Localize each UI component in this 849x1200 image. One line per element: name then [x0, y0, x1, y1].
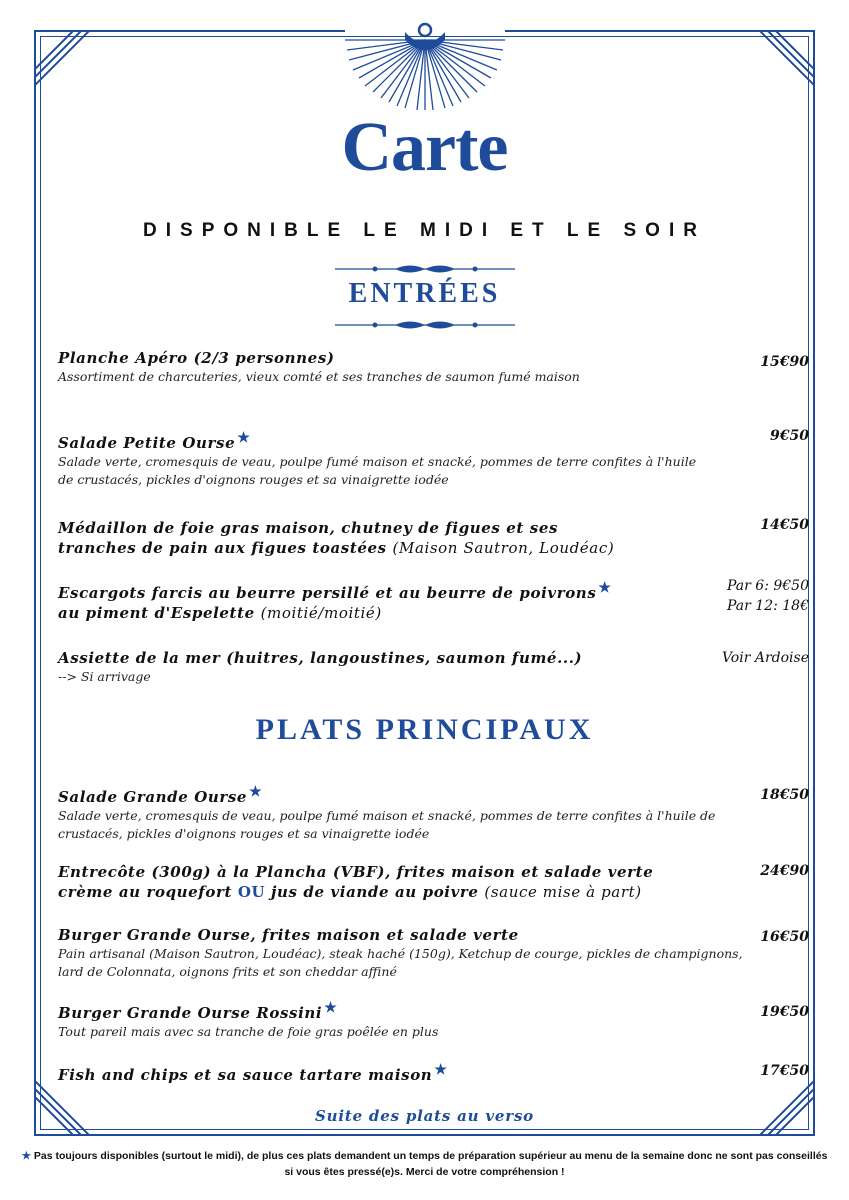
item-price: 19€50: [760, 1004, 809, 1020]
item-price: 17€50: [760, 1063, 809, 1079]
item-name: Salade Grande Ourse: [58, 788, 248, 806]
menu-item-escargots: [58, 578, 698, 623]
menu-item-salade-grande-ourse: [58, 782, 738, 843]
star-icon: ★: [324, 1000, 338, 1016]
corner-ornament-top-right: [759, 30, 815, 86]
item-name: Burger Grande Ourse, frites maison et salade verte: [58, 926, 519, 944]
item-name-line2: tranches de pain aux figues toastées: [58, 539, 387, 557]
availability-subtitle: DISPONIBLE LE MIDI ET LE SOIR: [143, 220, 706, 241]
menu-item-assiette-mer: [58, 648, 698, 686]
star-icon: ★: [237, 430, 251, 446]
menu-item-entrecote: [58, 862, 748, 902]
item-name: Médaillon de foie gras maison, chutney de figues et ses: [58, 519, 559, 537]
item-name-or: OU: [237, 883, 266, 901]
corner-ornament-top-left: [34, 30, 90, 86]
divider-ornament-top: [325, 262, 525, 276]
item-name: Planche Apéro (2/3 personnes): [58, 349, 335, 367]
item-name: Fish and chips et sa sauce tartare maison: [58, 1066, 433, 1084]
menu-item-burger-grande-ourse: [58, 925, 748, 981]
star-icon: ★: [249, 784, 263, 800]
item-desc: Assortiment de charcuteries, vieux comté et ses tranches de saumon fumé maison: [58, 369, 580, 384]
disclaimer: [18, 1148, 831, 1180]
item-price: 15€90: [760, 354, 809, 370]
item-name-suffix: (Maison Sautron, Loudéac): [392, 539, 615, 557]
item-name-line2: au piment d'Espelette: [58, 604, 255, 622]
item-price: 16€50: [760, 929, 809, 945]
menu-item-fish-and-chips: [58, 1060, 738, 1085]
menu-item-planche-apero: [58, 348, 698, 386]
item-desc: Salade verte, cromesquis de veau, poulpe fumé maison et snacké, pommes de terre confites à l'huile de crustacés, pickles d'oignons rouges et sa vinaigrette iodée: [58, 454, 697, 487]
menu-item-burger-rossini: [58, 998, 738, 1041]
item-price: Voir Ardoise: [721, 650, 809, 666]
item-desc: Salade verte, cromesquis de veau, poulpe fumé maison et snacké, pommes de terre confites à l'huile de crustacés, pickles d'oignons rouges et sa vinaigrette iodée: [58, 808, 716, 841]
section-title-entrees: ENTRÉES: [348, 278, 501, 309]
item-price: 14€50: [760, 517, 809, 533]
divider-ornament-bottom: [325, 318, 525, 332]
item-price-6: Par 6: 9€50: [727, 578, 809, 594]
item-desc: Tout pareil mais avec sa tranche de foie gras poêlée en plus: [58, 1024, 439, 1039]
item-price: 24€90: [760, 863, 809, 879]
item-price-12: Par 12: 18€: [727, 598, 809, 614]
page-title: Carte: [341, 109, 508, 186]
item-name-suffix: (moitié/moitié): [260, 604, 382, 622]
item-name: Assiette de la mer (huitres, langoustines, saumon fumé...): [58, 649, 583, 667]
item-name: Escargots farcis au beurre persillé et au beurre de poivrons: [58, 584, 597, 602]
sunburst-icon: [345, 20, 505, 110]
menu-item-salade-petite-ourse: [58, 428, 698, 489]
star-icon: ★: [434, 1062, 448, 1078]
item-name: Burger Grande Ourse Rossini: [58, 1004, 323, 1022]
section-title-plats: PLATS PRINCIPAUX: [255, 713, 594, 746]
suite-au-verso: Suite des plats au verso: [315, 1107, 534, 1125]
star-icon: ★: [598, 580, 612, 596]
item-price: 18€50: [760, 787, 809, 803]
menu-item-medaillon-foie-gras: [58, 518, 718, 558]
item-name-suffix: (sauce mise à part): [484, 883, 642, 901]
item-name: Salade Petite Ourse: [58, 434, 236, 452]
item-name-part: jus de viande au poivre: [271, 883, 479, 901]
item-price: 9€50: [770, 428, 809, 444]
disclaimer-text: Pas toujours disponibles (surtout le midi), de plus ces plats demandent un temps de préparation supérieur au menu de la semaine donc ne sont pas conseillés si vous êtes pressé(e)s. Merci de votre compréhension !: [33, 1150, 828, 1178]
item-desc: --> Si arrivage: [58, 669, 151, 684]
item-desc: Pain artisanal (Maison Sautron, Loudéac), steak haché (150g), Ketchup de courge, pickles de champignons, lard de Colonnata, oignons frits et son cheddar affiné: [58, 946, 743, 979]
star-icon: ★: [21, 1150, 31, 1162]
item-name-part: crème au roquefort: [58, 883, 232, 901]
item-name: Entrecôte (300g) à la Plancha (VBF), frites maison et salade verte: [58, 863, 654, 881]
